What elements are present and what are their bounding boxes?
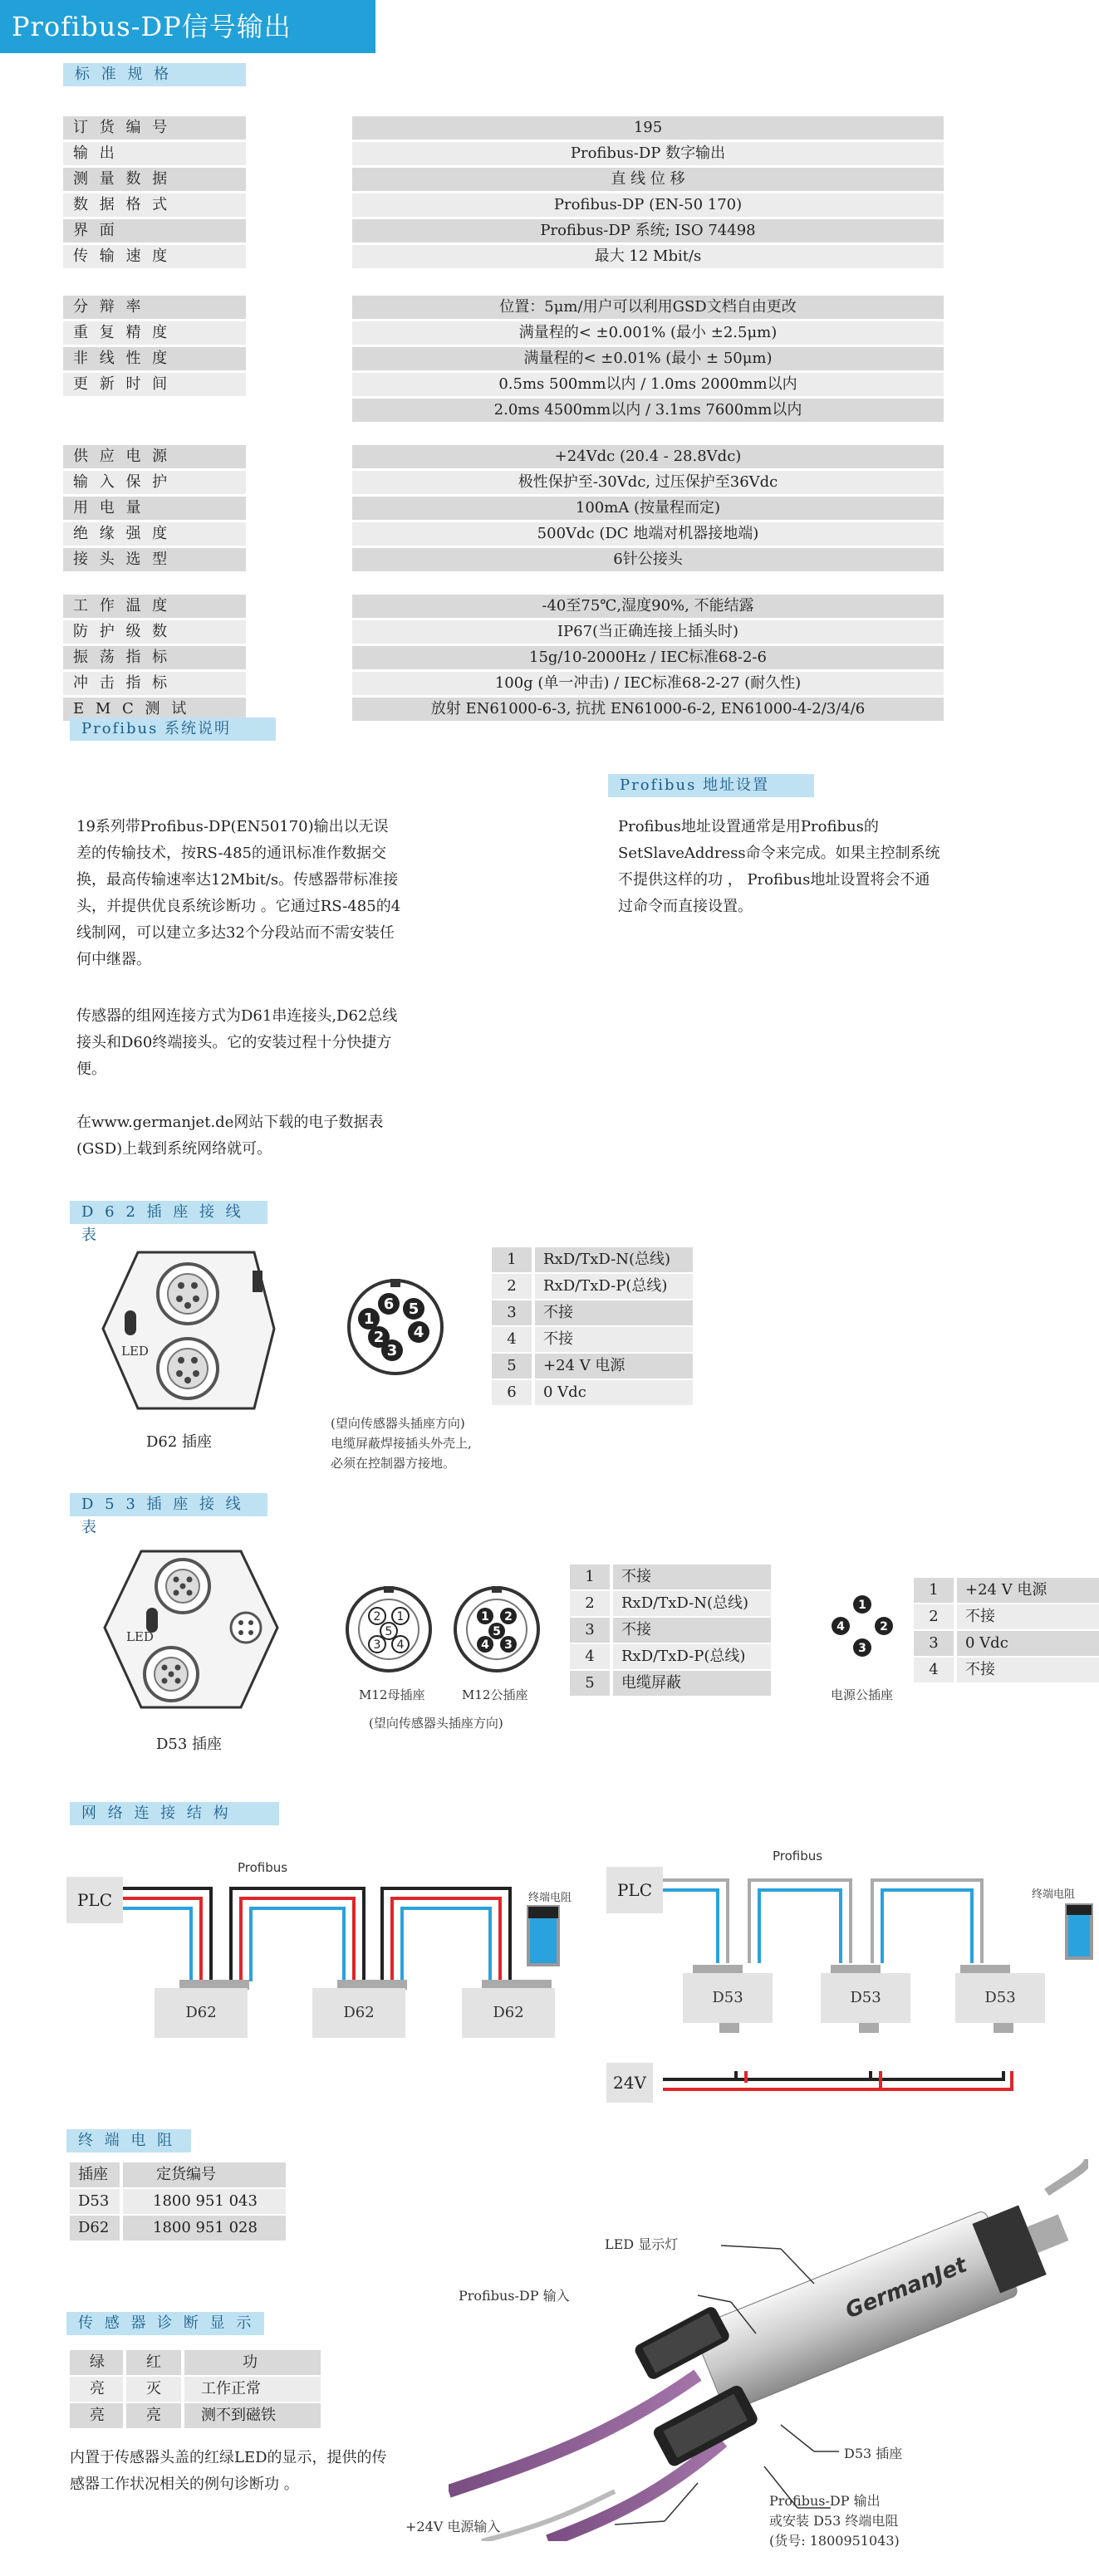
- spec-key: 非 线 性 度: [63, 347, 246, 370]
- spec-value: 500Vdc (DC 地端对机器接地端): [352, 522, 944, 546]
- d62-caption: D62 插座: [146, 1433, 213, 1451]
- spec-row: [63, 595, 944, 618]
- spec-key: 传 输 速 度: [63, 245, 246, 268]
- photo-dp-out: [769, 2491, 900, 2551]
- diag-row2-green: 亮: [70, 2403, 123, 2428]
- pin-number: 3: [570, 1618, 610, 1643]
- spec-row: [63, 399, 944, 422]
- spec-value: -40至75℃,湿度90%, 不能结露: [352, 595, 944, 618]
- svg-text:6: 6: [383, 1295, 395, 1313]
- m12-female-caption: M12母插座: [359, 1687, 425, 1702]
- term-label: 终 端 电 阻: [66, 2129, 191, 2152]
- profibus-desc-label: Profibus 系统说明: [70, 717, 276, 741]
- svg-text:2: 2: [880, 1620, 888, 1633]
- diag-header-func: 功: [184, 2350, 321, 2375]
- pin-number: 4: [570, 1644, 610, 1669]
- d53-power-tap-2: [859, 2023, 879, 2033]
- spec-key: 数 据 格 式: [63, 193, 246, 217]
- device-d53-3: D53: [955, 1973, 1045, 2023]
- pin-number: 1: [914, 1578, 954, 1603]
- spec-row: [63, 548, 944, 571]
- d62-socket-drawing: [96, 1246, 281, 1420]
- spec-value: 满量程的< ±0.01% (最小 ± 50μm): [352, 347, 944, 370]
- svg-text:2: 2: [373, 1329, 385, 1346]
- svg-text:1: 1: [481, 1610, 489, 1623]
- svg-text:3: 3: [373, 1638, 381, 1652]
- svg-text:1: 1: [363, 1310, 375, 1328]
- spec-key: 振 荡 指 标: [63, 646, 246, 669]
- svg-text:4: 4: [481, 1638, 489, 1652]
- diag-row1-red: 灭: [126, 2377, 181, 2402]
- d62-note-1: (望向传感器头插座方向): [331, 1416, 465, 1431]
- spec-value: Profibus-DP 系统; ISO 74498: [352, 219, 944, 242]
- power-pin-diagram: [821, 1584, 904, 1668]
- spec-key: 用 电 量: [63, 497, 246, 520]
- spec-row: [63, 445, 944, 468]
- diag-label: 传 感 器 诊 断 显 示: [66, 2312, 264, 2335]
- spec-key: 接 头 选 型: [63, 548, 246, 571]
- diag-row2-red: 亮: [126, 2403, 181, 2428]
- plc-box: PLC: [66, 1877, 123, 1923]
- photo-d53-label: D53 插座: [844, 2446, 903, 2461]
- spec-row: [63, 142, 944, 165]
- d53-label: D 5 3 插 座 接 线 表: [70, 1493, 267, 1516]
- svg-text:4: 4: [413, 1324, 424, 1341]
- d62-label: D 6 2 插 座 接 线 表: [70, 1201, 267, 1224]
- spec-row: [63, 168, 944, 191]
- spec-row: [63, 219, 944, 242]
- spec-key: [63, 399, 246, 422]
- spec-value: 直 线 位 移: [352, 168, 944, 191]
- spec-value: 极性保护至-30Vdc, 过压保护至36Vdc: [352, 471, 944, 494]
- spec-row: [63, 620, 944, 644]
- spec-row: [63, 347, 944, 370]
- d62-note-3: 必须在控制器方接地。: [331, 1456, 456, 1471]
- svg-text:5: 5: [385, 1625, 393, 1638]
- terminal-label-left: 终端电阻: [528, 1892, 572, 1904]
- svg-text:1: 1: [396, 1610, 405, 1623]
- spec-value: +24Vdc (20.4 - 28.8Vdc): [352, 445, 944, 468]
- diag-header-red: 红: [126, 2350, 181, 2375]
- brand-logo: GermanJet: [841, 2252, 971, 2324]
- photo-power-in-label: +24V 电源输入: [405, 2519, 501, 2534]
- address-label: Profibus 地址设置: [608, 774, 814, 797]
- pin-function: RxD/TxD-P(总线): [613, 1644, 771, 1669]
- pin-function: 不接: [613, 1565, 771, 1589]
- pin-function: RxD/TxD-P(总线): [535, 1274, 693, 1299]
- pin-function: 不接: [957, 1658, 1099, 1682]
- svg-text:2: 2: [373, 1610, 381, 1623]
- pin-function: RxD/TxD-N(总线): [535, 1247, 693, 1272]
- pin-number: 2: [914, 1604, 954, 1629]
- spec-key: 供 应 电 源: [63, 445, 246, 468]
- photo-dp-out-2: 或安装 D53 终端电阻: [769, 2513, 899, 2529]
- pin-function: 0 Vdc: [535, 1380, 693, 1405]
- d62-notes: [331, 1413, 472, 1473]
- profibus-desc-p2: 传感器的组网连接方式为D61串连接头,D62总线接头和D60终端接头。它的安装过程十分快捷方便。: [76, 1007, 398, 1078]
- spec-key: 测 量 数 据: [63, 168, 246, 191]
- spec-value: 100g (单一冲击) / IEC标准68-2-27 (耐久性): [352, 672, 944, 695]
- pin-function: +24 V 电源: [957, 1578, 1099, 1603]
- spec-key: 绝 缘 强 度: [63, 522, 246, 546]
- spec-key: 工 作 温 度: [63, 595, 246, 618]
- spec-key: 冲 击 指 标: [63, 672, 246, 695]
- pin-function: 不接: [613, 1618, 771, 1643]
- pin-number: 5: [492, 1354, 532, 1379]
- term-header-order: 定货编号: [123, 2162, 286, 2187]
- term-row2-socket: D62: [70, 2216, 120, 2241]
- diag-header-green: 绿: [70, 2350, 123, 2375]
- spec-value: 100mA (按量程而定): [352, 497, 944, 520]
- term-row1-socket: D53: [70, 2189, 120, 2214]
- spec-row: [63, 522, 944, 546]
- d53-caption: D53 插座: [156, 1736, 223, 1753]
- address-text: Profibus地址设置通常是用Profibus的SetSlaveAddress命令来完成。如果主控制系统不提供这样的功 ， Profibus地址设置将会不通过命令而直接设置。: [618, 818, 940, 915]
- pin-number: 1: [492, 1247, 532, 1272]
- svg-text:4: 4: [837, 1620, 845, 1633]
- spec-key: 分 辩 率: [63, 296, 246, 319]
- spec-row: [63, 321, 944, 345]
- term-row1-order: 1800 951 043: [123, 2189, 286, 2214]
- device-d62-2: D62: [312, 1988, 405, 2038]
- product-photo: [449, 2159, 1088, 2541]
- page-title: Profibus-DP信号输出: [0, 0, 375, 53]
- d53-led-label: LED: [126, 1629, 154, 1644]
- d53-power-tap-3: [994, 2023, 1013, 2033]
- svg-text:3: 3: [386, 1342, 398, 1359]
- spec-value: 2.0ms 4500mm以内 / 3.1ms 7600mm以内: [352, 399, 944, 422]
- pin-number: 5: [570, 1671, 610, 1696]
- terminal-label-right: 终端电阻: [1032, 1888, 1076, 1901]
- device-d62-3: D62: [462, 1988, 555, 2038]
- pin-function: 0 Vdc: [957, 1631, 1099, 1656]
- d53-note: (望向传感器头插座方向): [369, 1716, 503, 1731]
- power-24v-box: 24V: [606, 2063, 653, 2103]
- spec-value: Profibus-DP (EN-50 170): [352, 193, 944, 217]
- spec-value: 15g/10-2000Hz / IEC标准68-2-6: [352, 646, 944, 669]
- pin-number: 4: [914, 1658, 954, 1682]
- network-label: 网 络 连 接 结 构: [70, 1802, 279, 1825]
- term-header-socket: 插座: [70, 2162, 120, 2187]
- spec-row: [63, 116, 944, 140]
- d53-power-tap-1: [719, 2023, 739, 2033]
- spec-row: [63, 373, 944, 396]
- svg-text:1: 1: [858, 1599, 866, 1612]
- spec-key: E M C 测 试: [63, 698, 246, 721]
- spec-row: [63, 497, 944, 520]
- svg-text:4: 4: [396, 1638, 405, 1652]
- pin-function: 电缆屏蔽: [613, 1671, 771, 1696]
- spec-value: 0.5ms 500mm以内 / 1.0ms 2000mm以内: [352, 373, 944, 396]
- pin-number: 6: [492, 1380, 532, 1405]
- pin-number: 4: [492, 1327, 532, 1352]
- network-left: [66, 1860, 615, 2040]
- svg-text:3: 3: [504, 1638, 513, 1652]
- profibus-desc-p1: 19系列带Profibus-DP(EN50170)输出以无误差的传输技术，按RS-485的通讯标准作数据交换，最高传输速率达12Mbit/s。传感器带标准接头，并提供优良系统诊断功 。它通过RS-485的4线制网，可以建立多达32个分段站而不需安装任何中继器。: [76, 818, 401, 968]
- spec-value: 195: [352, 116, 944, 140]
- photo-dp-in-label: Profibus-DP 输入: [459, 2288, 570, 2304]
- profibus-desc-p3: 在www.germanjet.de网站下载的电子数据表(GSD)上载到系统网络就可。: [76, 1114, 384, 1158]
- term-row2-order: 1800 951 028: [123, 2216, 286, 2241]
- svg-text:5: 5: [408, 1300, 419, 1318]
- spec-row: [63, 471, 944, 494]
- spec-value: IP67(当正确连接上插头时): [352, 620, 944, 644]
- spec-row: [63, 245, 944, 268]
- diag-row1-green: 亮: [70, 2377, 123, 2402]
- spec-row: [63, 646, 944, 669]
- spec-key: 重 复 精 度: [63, 321, 246, 345]
- spec-value: 最大 12 Mbit/s: [352, 245, 944, 268]
- spec-value: 放射 EN61000-6-3, 抗扰 EN61000-6-2, EN61000-4-2/3/4/6: [352, 698, 944, 721]
- spec-value: 6针公接头: [352, 548, 944, 571]
- spec-key: 更 新 时 间: [63, 373, 246, 396]
- network-right: [606, 1849, 1088, 2114]
- profibus-bus-label-right: Profibus: [773, 1849, 823, 1863]
- m12-male-caption: M12公插座: [462, 1687, 528, 1702]
- m12-pin-diagrams: [344, 1584, 543, 1676]
- d62-note-2: 电缆屏蔽焊接插头外壳上,: [331, 1436, 472, 1451]
- network-left-wires: [123, 1873, 572, 1990]
- pin-function: RxD/TxD-N(总线): [613, 1591, 771, 1616]
- spec-value: 满量程的< ±0.001% (最小 ±2.5μm): [352, 321, 944, 345]
- pin-number: 3: [914, 1631, 954, 1656]
- spec-row: [63, 296, 944, 319]
- pin-function: 不接: [535, 1327, 693, 1352]
- spec-value: Profibus-DP 数字输出: [352, 142, 944, 165]
- spec-key: 界 面: [63, 219, 246, 242]
- diag-row1-func: 工作正常: [184, 2377, 321, 2402]
- photo-led-label: LED 显示灯: [605, 2236, 679, 2252]
- spec-section-label: 标 准 规 格: [63, 63, 246, 86]
- device-d62-1: D62: [155, 1988, 248, 2038]
- spec-key: 输 出: [63, 142, 246, 165]
- power-caption: 电源公插座: [831, 1687, 894, 1702]
- pin-number: 3: [492, 1300, 532, 1325]
- pin-function: 不接: [535, 1300, 693, 1325]
- spec-key: 订 货 编 号: [63, 116, 246, 140]
- device-d53-2: D53: [821, 1973, 910, 2023]
- pin-function: +24 V 电源: [535, 1354, 693, 1379]
- diag-text: 内置于传感器头盖的红绿LED的显示，提供的传感器工作状况相关的例句诊断功 。: [70, 2449, 387, 2493]
- d62-led-label: LED: [121, 1344, 149, 1359]
- svg-text:5: 5: [493, 1625, 501, 1638]
- spec-key: 输 入 保 护: [63, 471, 246, 494]
- photo-dp-out-3: (货号: 1800951043): [769, 2533, 900, 2549]
- profibus-bus-label: Profibus: [238, 1860, 288, 1875]
- spec-row: [63, 193, 944, 217]
- plc-box-right: PLC: [606, 1867, 663, 1913]
- diag-row2-func: 测不到磁铁: [184, 2403, 321, 2428]
- pin-number: 2: [492, 1274, 532, 1299]
- spec-key: 防 护 级 数: [63, 620, 246, 644]
- svg-text:2: 2: [504, 1610, 513, 1623]
- spec-value: 位置：5μm/用户可以利用GSD文档自由更改: [352, 296, 944, 319]
- device-d53-1: D53: [683, 1973, 773, 2023]
- spec-row: [63, 672, 944, 695]
- svg-text:3: 3: [858, 1642, 866, 1655]
- photo-dp-out-1: Profibus-DP 输出: [769, 2493, 881, 2509]
- pin-number: 1: [570, 1565, 610, 1589]
- pin-function: 不接: [957, 1604, 1099, 1629]
- d62-pin-diagram: [346, 1277, 445, 1377]
- pin-number: 2: [570, 1591, 610, 1616]
